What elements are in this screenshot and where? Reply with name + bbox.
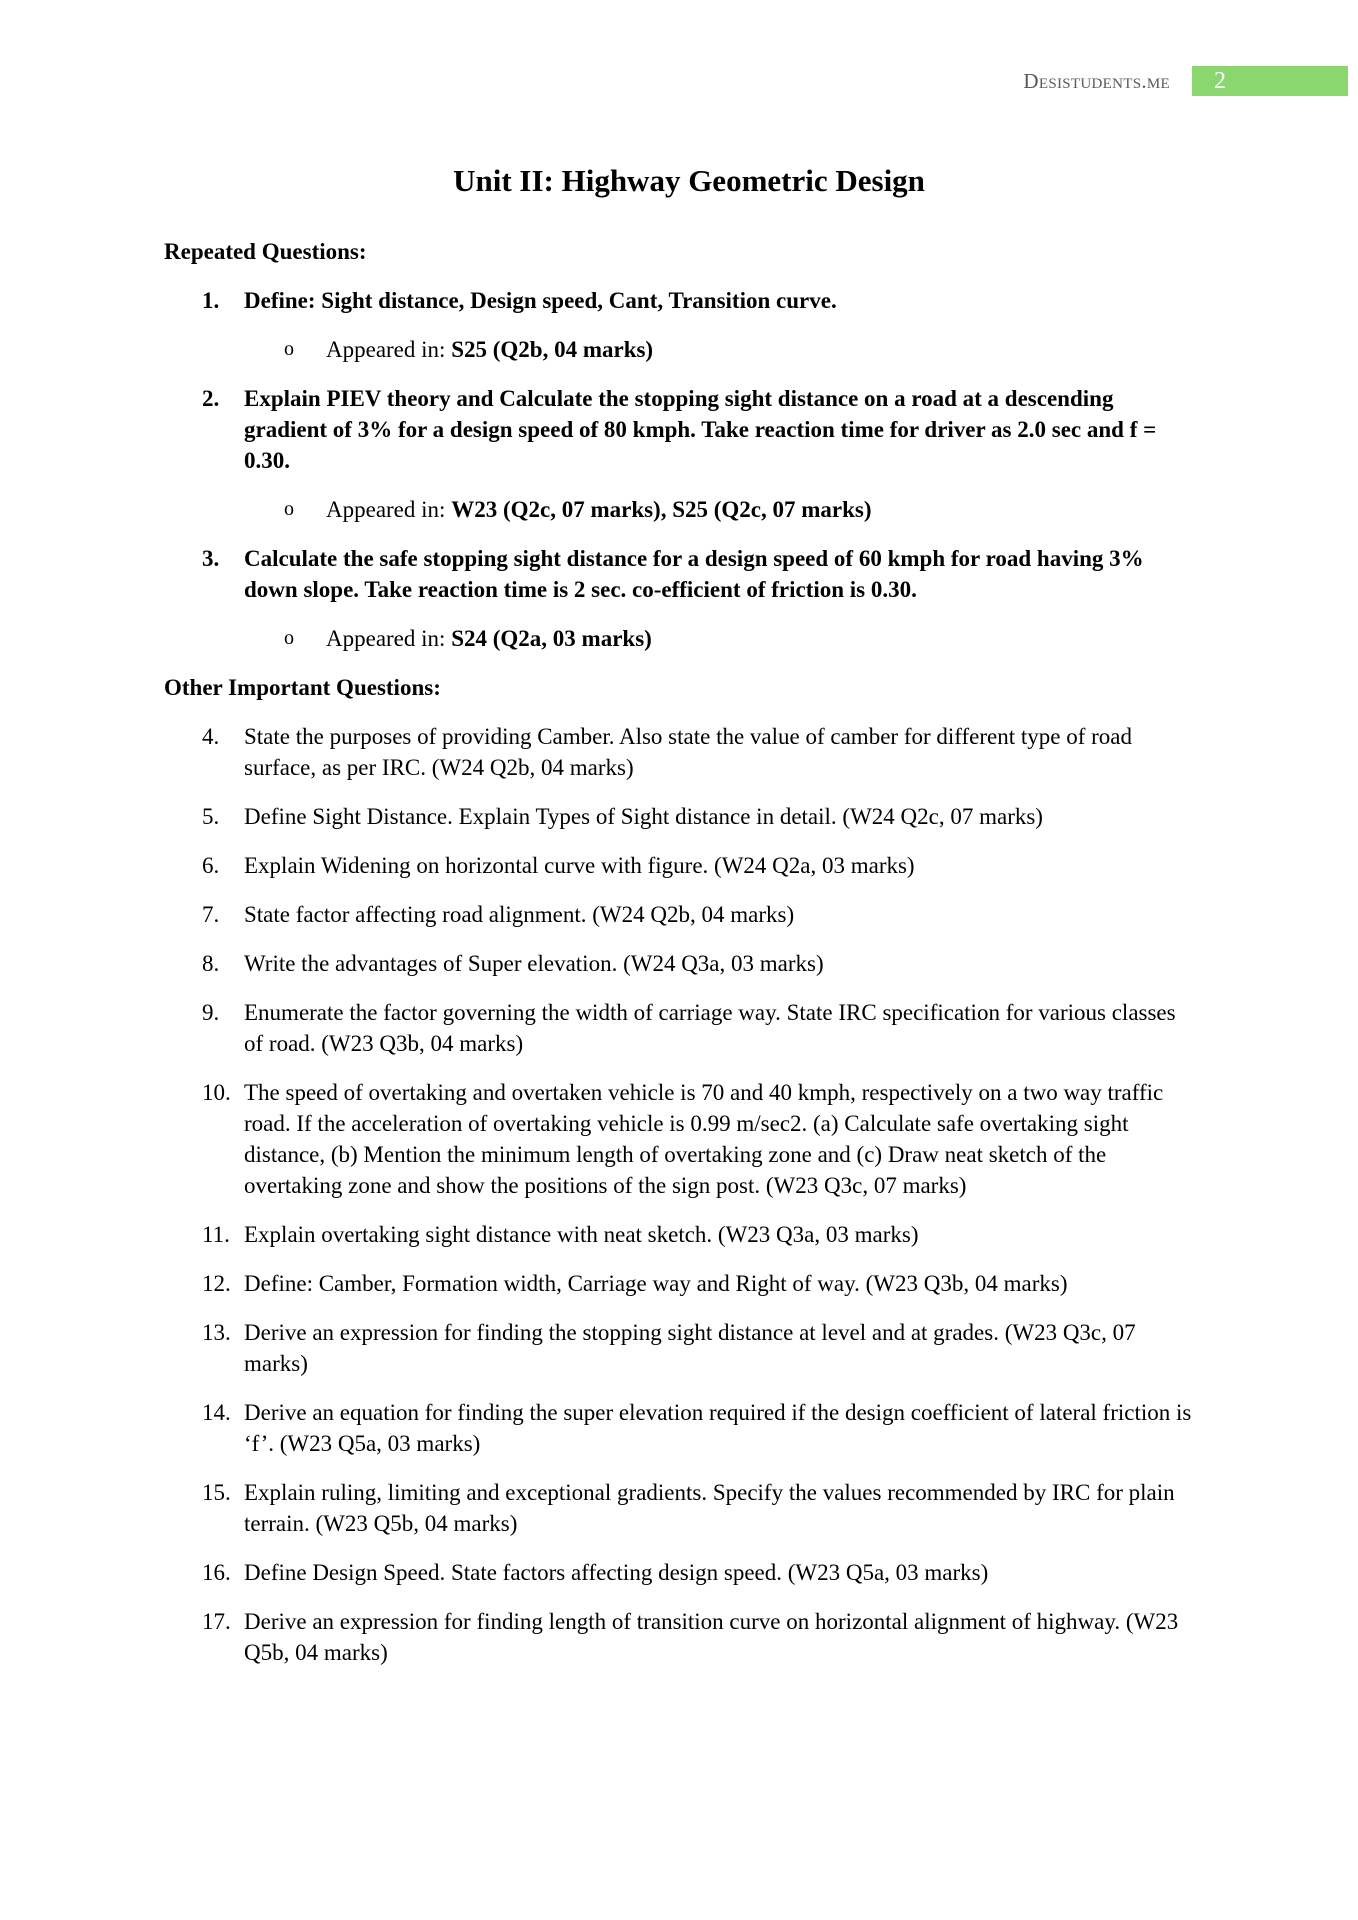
bullet-circle-icon: o [284,498,294,520]
question-text: Explain PIEV theory and Calculate the stopping sight distance on a road at a descending gradient of 3% for a design speed of 80 kmph. Take reaction time for driver as 2.0 sec and f = 0.30. [244,386,1157,473]
bullet-circle-icon: o [284,627,294,649]
question-number: 1. [202,288,220,313]
appeared-label: Appeared in: [326,626,446,651]
bullet-circle-icon: o [284,338,294,360]
question-item [164,997,1194,1059]
question-item [164,1268,1194,1299]
question-number: 9. [202,1000,220,1025]
question-text: Derive an expression for finding length of transition curve on horizontal alignment of highway. (W23 Q5b, 04 marks) [244,1609,1179,1665]
question-text: Define Sight Distance. Explain Types of Sight distance in detail. (W24 Q2c, 07 marks) [244,804,1043,829]
question-text: State factor affecting road alignment. (W24 Q2b, 04 marks) [244,902,795,927]
question-text: Derive an equation for finding the super elevation required if the design coefficient of lateral friction is ‘f’. (W23 Q5a, 03 marks) [244,1400,1192,1456]
question-number: 5. [202,804,220,829]
document-body [164,236,1194,1686]
question-number: 4. [202,724,220,749]
question-item [164,1077,1194,1201]
question-number: 11. [202,1222,230,1247]
page-number: 2 [1214,68,1226,94]
question-item [164,1557,1194,1588]
question-text: Derive an expression for finding the stopping sight distance at level and at grades. (W23 Q3c, 07 marks) [244,1320,1136,1376]
question-number: 16. [202,1560,231,1585]
question-text: The speed of overtaking and overtaken vehicle is 70 and 40 kmph, respectively on a two way traffic road. If the acceleration of overtaking vehicle is 0.99 m/sec2. (a) Calculate safe overtaking sight distance, (b) Mention the minimum length of overtaking zone and (c) Draw neat sketch of the overtaking zone and show the positions of the sign post. (W23 Q3c, 07 marks) [244,1080,1164,1198]
site-name: Desistudents.me [1023,69,1170,93]
appeared-exams: S25 (Q2b, 04 marks) [451,337,654,362]
question-number: 17. [202,1609,231,1634]
appeared-label: Appeared in: [326,497,446,522]
question-item [164,721,1194,783]
question-item [164,1317,1194,1379]
question-text: Enumerate the factor governing the width of carriage way. State IRC specification for various classes of road. (W23 Q3b, 04 marks) [244,1000,1176,1056]
question-text: Write the advantages of Super elevation. (W24 Q3a, 03 marks) [244,951,824,976]
question-item [164,1397,1194,1459]
appeared-in-line [164,623,1194,654]
appeared-in-line [164,494,1194,525]
question-item [164,1219,1194,1250]
question-text: Define: Sight distance, Design speed, Cant, Transition curve. [244,288,837,313]
question-text: Explain overtaking sight distance with neat sketch. (W23 Q3a, 03 marks) [244,1222,919,1247]
question-number: 10. [202,1080,231,1105]
question-number: 8. [202,951,220,976]
question-number: 2. [202,386,220,411]
question-number: 6. [202,853,220,878]
question-number: 13. [202,1320,231,1345]
question-text: Define Design Speed. State factors affecting design speed. (W23 Q5a, 03 marks) [244,1560,989,1585]
page-title: Unit II: Highway Geometric Design [453,163,925,198]
question-number: 14. [202,1400,231,1425]
question-item [164,1606,1194,1668]
question-item [164,383,1194,476]
question-text: Explain ruling, limiting and exceptional gradients. Specify the values recommended by IRC for plain terrain. (W23 Q5b, 04 marks) [244,1480,1175,1536]
appeared-in-line [164,334,1194,365]
question-text: Explain Widening on horizontal curve with figure. (W24 Q2a, 03 marks) [244,853,915,878]
question-number: 12. [202,1271,231,1296]
question-item [164,1477,1194,1539]
appeared-exams: W23 (Q2c, 07 marks), S25 (Q2c, 07 marks) [451,497,872,522]
question-number: 15. [202,1480,231,1505]
question-text: State the purposes of providing Camber. Also state the value of camber for different type of road surface, as per IRC. (W24 Q2b, 04 marks) [244,724,1133,780]
section-heading-other: Other Important Questions: [164,675,441,700]
question-item [164,948,1194,979]
section-heading-repeated: Repeated Questions: [164,239,367,264]
question-number: 3. [202,546,220,571]
question-item [164,801,1194,832]
page-header [0,66,1358,96]
question-text: Define: Camber, Formation width, Carriage way and Right of way. (W23 Q3b, 04 marks) [244,1271,1068,1296]
appeared-exams: S24 (Q2a, 03 marks) [451,626,652,651]
question-text: Calculate the safe stopping sight distance for a design speed of 60 kmph for road having 3% down slope. Take reaction time is 2 sec. co-efficient of friction is 0.30. [244,546,1144,602]
question-item [164,850,1194,881]
page-number-badge [1192,66,1348,96]
question-number: 7. [202,902,220,927]
question-item [164,543,1194,605]
question-item [164,899,1194,930]
appeared-label: Appeared in: [326,337,446,362]
question-item [164,285,1194,316]
